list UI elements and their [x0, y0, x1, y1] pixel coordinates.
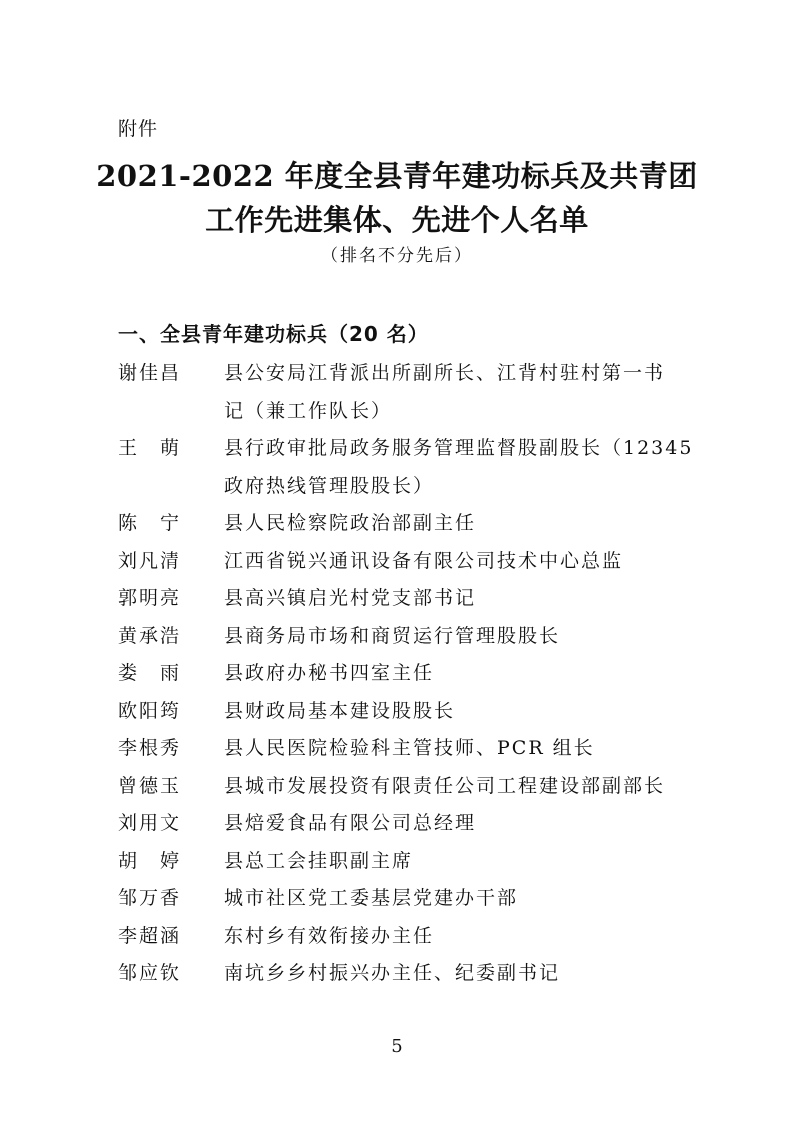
position-text-line: 县商务局市场和商贸运行管理股股长: [224, 624, 561, 647]
list-item: [118, 730, 688, 768]
attachment-label: 附件: [118, 118, 159, 140]
position-text-line: 县人民医院检验科主管技师、PCR 组长: [224, 737, 595, 759]
position-text-line: 县城市发展投资有限责任公司工程建设部副部长: [224, 774, 666, 797]
position-text-line: 县财政局基本建设股股长: [224, 699, 456, 722]
person-name: 欧阳筠: [118, 699, 182, 722]
person-name: 李根秀: [118, 737, 182, 759]
person-name: 刘用文: [118, 812, 182, 834]
list-item: [118, 430, 694, 505]
person-name: 邹万香: [118, 887, 182, 909]
list-item: [118, 880, 688, 918]
person-position: [224, 730, 688, 768]
person-name: 娄 雨: [118, 662, 182, 684]
position-text-line: 县焙爱食品有限公司总经理: [224, 812, 477, 834]
person-position: [224, 618, 688, 656]
position-text-line: 县高兴镇启光村党支部书记: [224, 587, 477, 609]
person-name: 郭明亮: [118, 587, 182, 609]
list-item: [118, 655, 688, 693]
position-text-line: 东村乡有效衔接办主任: [224, 924, 435, 947]
list-item: [118, 618, 688, 656]
person-position: [224, 543, 688, 581]
position-text-line: 政府热线管理股股长）: [224, 474, 435, 497]
position-text-line: 江西省锐兴通讯设备有限公司技术中心总监: [224, 549, 624, 572]
person-position: [224, 430, 693, 505]
person-name: 陈 宁: [118, 512, 182, 534]
list-item: [118, 768, 688, 806]
list-item: [118, 580, 688, 618]
position-text-line: 县行政审批局政务服务管理监督股副股长（12345: [224, 437, 694, 459]
person-position: [224, 880, 688, 918]
person-position: [224, 918, 688, 956]
person-name: 邹应钦: [118, 962, 182, 984]
person-name: 黄承浩: [118, 624, 182, 647]
list-item: [118, 355, 688, 430]
position-text-line: 县人民检察院政治部副主任: [224, 512, 477, 534]
document-title-line-1: 2021-2022 年度全县青年建功标兵及共青团: [96, 159, 698, 193]
person-position: [224, 805, 688, 843]
position-text-line: 县政府办秘书四室主任: [224, 662, 435, 684]
person-name: 李超涵: [118, 924, 182, 947]
person-position: [224, 955, 688, 993]
list-item: [118, 543, 688, 581]
list-item: [118, 693, 688, 731]
section-heading: 一、全县青年建功标兵（20 名）: [118, 322, 429, 346]
list-item: [118, 805, 688, 843]
list-item: [118, 955, 688, 993]
person-name: 胡 婷: [118, 849, 182, 872]
list-item: [118, 918, 688, 956]
position-text-line: 南坑乡乡村振兴办主任、纪委副书记: [224, 962, 561, 984]
name-list: [118, 355, 694, 993]
position-text-line: 县公安局江背派出所副所长、江背村驻村第一书: [224, 362, 666, 384]
person-position: [224, 355, 688, 430]
person-position: [224, 768, 688, 806]
person-position: [224, 843, 688, 881]
list-item: [118, 843, 688, 881]
page-number: 5: [391, 1036, 403, 1057]
person-name: 刘凡清: [118, 549, 182, 572]
list-item: [118, 505, 688, 543]
document-title-line-2: 工作先进集体、先进个人名单: [205, 203, 589, 237]
position-text-line: 县总工会挂职副主席: [224, 849, 414, 872]
person-position: [224, 580, 688, 618]
person-position: [224, 655, 688, 693]
person-name: 王 萌: [118, 437, 182, 459]
person-name: 曾德玉: [118, 774, 182, 797]
person-name: 谢佳昌: [118, 362, 182, 384]
person-position: [224, 505, 688, 543]
position-text-line: 记（兼工作队长）: [224, 399, 393, 422]
position-text-line: 城市社区党工委基层党建办干部: [224, 887, 519, 909]
document-subtitle: （排名不分先后）: [321, 246, 473, 266]
person-position: [224, 693, 688, 731]
